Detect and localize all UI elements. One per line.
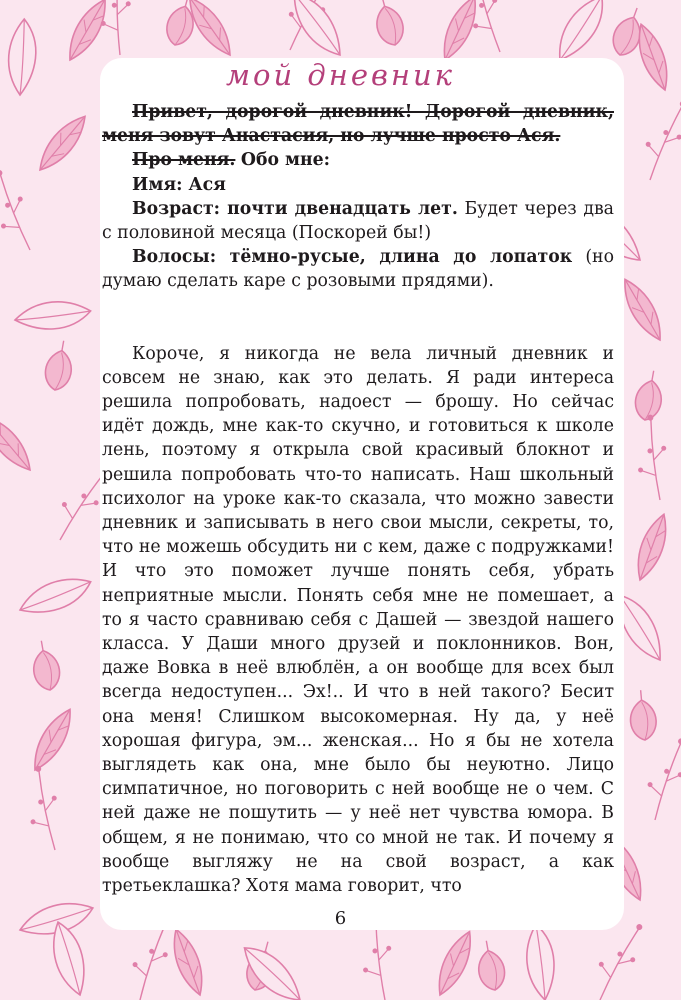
- body-paragraph: Короче, я никогда не вела личный дневник и совсем не знаю, как это делать. Я ради интереса решила попробовать, надоест — брошу. Но сейчас идёт дождь, мне как-то скучно, и готовиться к школе лень, поэтому я открыла свой красивый блокнот и решила попробовать что-то написать. Наш школьный психолог на уроке как-то сказала, что можно завести дневник и записывать в него свои мысли, секреты, то, что не можешь обсудить ни с кем, даже с подружками! И что это поможет лучше понять себя, убрать неприятные мысли. Понять себя мне не помешает, а то я часто сравниваю себя с Дашей — звездой нашего класса. У Даши много друзей и поклонников. Вон, даже Вовка в неё влюблён, а он вообще для всех был всегда недоступен... Эх!.. И что в ней такого? Бесит она меня! Слишком высокомерная. Ну да, у неё хорошая фигура, эм... женская... Но я бы не хотела выглядеть как она, мне было бы неуютно. Лицо симпатичное, но поговорить с ней вообще не о чем. С ней даже не пошутить — у неё нет чувства юмора. В общем, я не понимаю, что со мной не так. И почему я вообще выгляжу не на свой возраст, а как третьеклашка? Хотя мама говорит, что: [102, 343, 614, 897]
- age-note: Будет через два с половиной месяца (Поскорей бы!): [102, 198, 614, 244]
- age-line: [102, 197, 614, 245]
- paragraph-gap: [102, 294, 614, 342]
- hair-label: Волосы: тёмно-русые, длина до лопаток: [132, 247, 573, 268]
- name-label: Имя: Ася: [132, 174, 226, 195]
- name-line: [102, 173, 614, 197]
- crossed-greeting: [102, 100, 614, 148]
- diary-header: мой дневник: [225, 58, 456, 92]
- age-label: Возраст: почти двенадцать лет.: [132, 198, 458, 219]
- page-number: 6: [334, 908, 347, 929]
- about-line: [102, 148, 614, 172]
- about-label: Обо мне:: [240, 150, 331, 171]
- crossed-about: Про меня.: [132, 150, 236, 171]
- crossed-greeting-text: Привет, дорогой дневник! Дорогой дневник, меня зовут Анастасия, но лучше просто Ася.: [102, 102, 614, 147]
- diary-text: [102, 100, 614, 898]
- hair-line: [102, 245, 614, 293]
- hair-note: (но думаю сделать каре с розовыми прядями).: [102, 247, 614, 292]
